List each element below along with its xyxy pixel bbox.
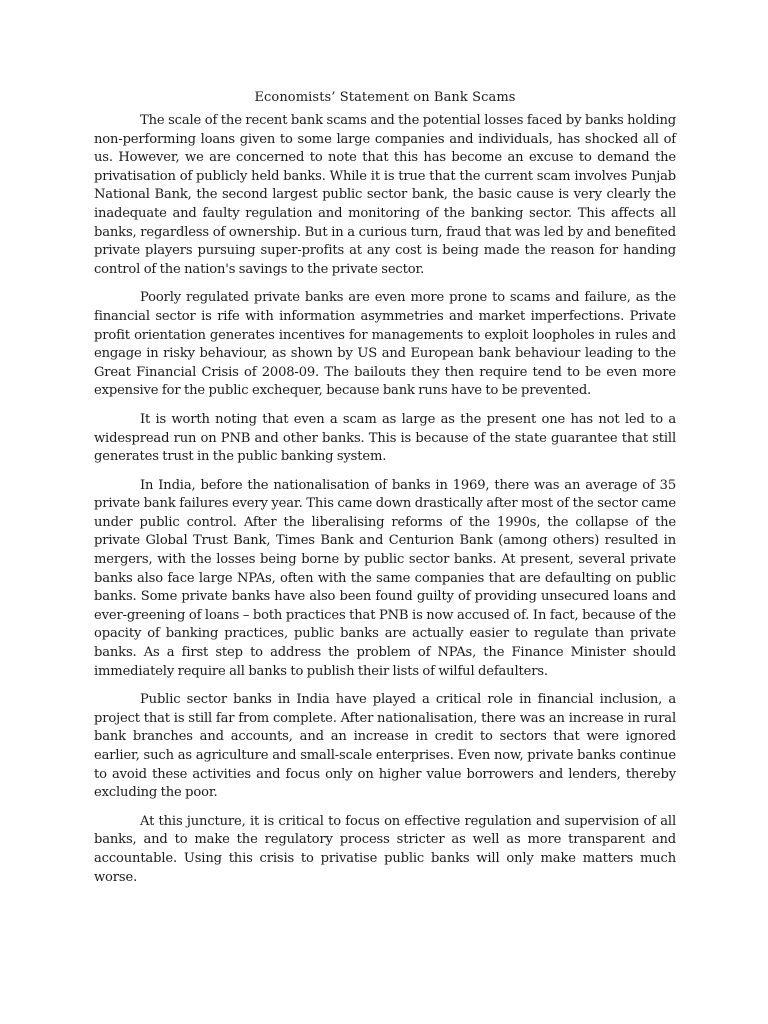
paragraph: In India, before the nationalisation of banks in 1969, there was an average of 35 private bank failures every year. This came down drastically after most of the sector came under public control. After the liberalising reforms of the 1990s, the collapse of the private Global Trust Bank, Times Bank and Centurion Bank (among others) resulted in mergers, with the losses being borne by public sector banks. At present, several private banks also face large NPAs, often with the same companies that are defaulting on public banks. Some private banks have also been found guilty of providing unsecured loans and ever-greening of loans – both practices that PNB is now accused of. In fact, because of the opacity of banking practices, public banks are actually easier to regulate than private banks. As a first step to address the problem of NPAs, the Finance Minister should immediately require all banks to publish their lists of wilful defaulters.: [94, 477, 676, 679]
paragraph: At this juncture, it is critical to focus on effective regulation and supervision of all banks, and to make the regulatory process stricter as well as more transparent and accountable. Using this crisis to privatise public banks will only make matters much worse.: [94, 813, 676, 885]
document-title: Economists’ Statement on Bank Scams: [254, 90, 516, 105]
paragraph: It is worth noting that even a scam as large as the present one has not led to a widespread run on PNB and other banks. This is because of the state guarantee that still generates trust in the public banking system.: [94, 411, 676, 465]
paragraph: Poorly regulated private banks are even more prone to scams and failure, as the financial sector is rife with information asymmetries and market imperfections. Private profit orientation generates incentives for managements to exploit loopholes in rules and engage in risky behaviour, as shown by US and European bank behaviour leading to the Great Financial Crisis of 2008-09. The bailouts they then require tend to be even more expensive for the public exchequer, because bank runs have to be prevented.: [94, 290, 676, 399]
paragraph: Public sector banks in India have played a critical role in financial inclusion, a project that is still far from complete. After nationalisation, there was an increase in rural bank branches and accounts, and an increase in credit to sectors that were ignored earlier, such as agriculture and small-scale enterprises. Even now, private banks continue to avoid these activities and focus only on higher value borrowers and lenders, thereby excluding the poor.: [94, 692, 676, 801]
paragraph: The scale of the recent bank scams and the potential losses faced by banks holding non-performing loans given to some large companies and individuals, has shocked all of us. However, we are concerned to note that this has become an excuse to demand the privatisation of publicly held banks. While it is true that the current scam involves Punjab National Bank, the second largest public sector bank, the basic cause is very clearly the inadequate and faulty regulation and monitoring of the banking sector. This affects all banks, regardless of ownership. But in a curious turn, fraud that was led by and benefited private players pursuing super-profits at any cost is being made the reason for handing control of the nation's savings to the private sector.: [94, 113, 676, 277]
